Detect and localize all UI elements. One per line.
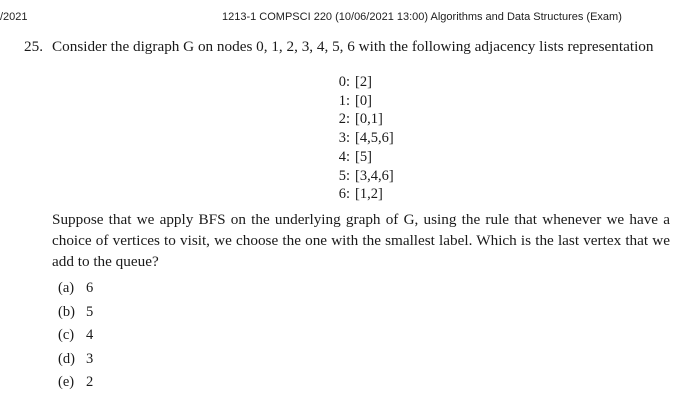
question-body: Suppose that we apply BFS on the underlying graph of G, using the rule that whenever we have a choice of vertices to visit, we choose the one with the smallest label. Which is the last vertex that we add to the queue? bbox=[52, 211, 670, 270]
option-label: (d) bbox=[58, 350, 75, 367]
adjacency-neighbors: [4,5,6] bbox=[355, 130, 394, 147]
adjacency-neighbors: [2] bbox=[355, 74, 372, 90]
option-value: 5 bbox=[86, 303, 94, 320]
adjacency-neighbors: [0] bbox=[355, 92, 372, 109]
option-label: (c) bbox=[58, 327, 75, 343]
adjacency-node: 3: bbox=[338, 130, 350, 147]
answer-option-e[interactable] bbox=[58, 371, 93, 395]
adjacency-neighbors: [5] bbox=[355, 148, 372, 165]
adjacency-row bbox=[319, 148, 394, 167]
option-label: (b) bbox=[58, 303, 75, 320]
adjacency-row bbox=[319, 110, 394, 129]
answer-options bbox=[58, 277, 93, 395]
option-label: (a) bbox=[58, 280, 75, 296]
adjacency-list bbox=[319, 73, 394, 204]
adjacency-row bbox=[319, 73, 394, 92]
option-value: 2 bbox=[86, 374, 94, 390]
header-title: 1213-1 COMPSCI 220 (10/06/2021 13:00) Algorithms and Data Structures (Exam) bbox=[222, 11, 622, 23]
adjacency-node: 5: bbox=[338, 167, 350, 184]
adjacency-neighbors: [1,2] bbox=[355, 186, 383, 203]
question-intro: Consider the digraph G on nodes 0, 1, 2, 3, 4, 5, 6 with the following adjacency lists representation bbox=[52, 38, 654, 55]
adjacency-node: 6: bbox=[338, 186, 350, 203]
option-value: 6 bbox=[86, 280, 94, 296]
adjacency-row bbox=[319, 167, 394, 186]
answer-option-d[interactable] bbox=[58, 348, 93, 372]
option-value: 3 bbox=[86, 350, 94, 367]
adjacency-neighbors: [0,1] bbox=[355, 111, 383, 128]
adjacency-row bbox=[319, 129, 394, 148]
option-label: (e) bbox=[58, 374, 75, 390]
adjacency-node: 4: bbox=[338, 148, 350, 165]
option-value: 4 bbox=[86, 327, 94, 343]
adjacency-neighbors: [3,4,6] bbox=[355, 167, 394, 184]
exam-header bbox=[0, 11, 700, 27]
adjacency-node: 1: bbox=[338, 92, 350, 109]
answer-option-a[interactable] bbox=[58, 277, 93, 301]
header-date: /2021 bbox=[0, 11, 28, 23]
answer-option-c[interactable] bbox=[58, 324, 93, 348]
question-block bbox=[24, 37, 670, 57]
answer-option-b[interactable] bbox=[58, 301, 93, 325]
adjacency-node: 0: bbox=[338, 74, 350, 90]
adjacency-node: 2: bbox=[338, 111, 350, 128]
adjacency-row bbox=[319, 92, 394, 111]
question-number: 25. bbox=[24, 38, 43, 55]
adjacency-row bbox=[319, 185, 394, 204]
